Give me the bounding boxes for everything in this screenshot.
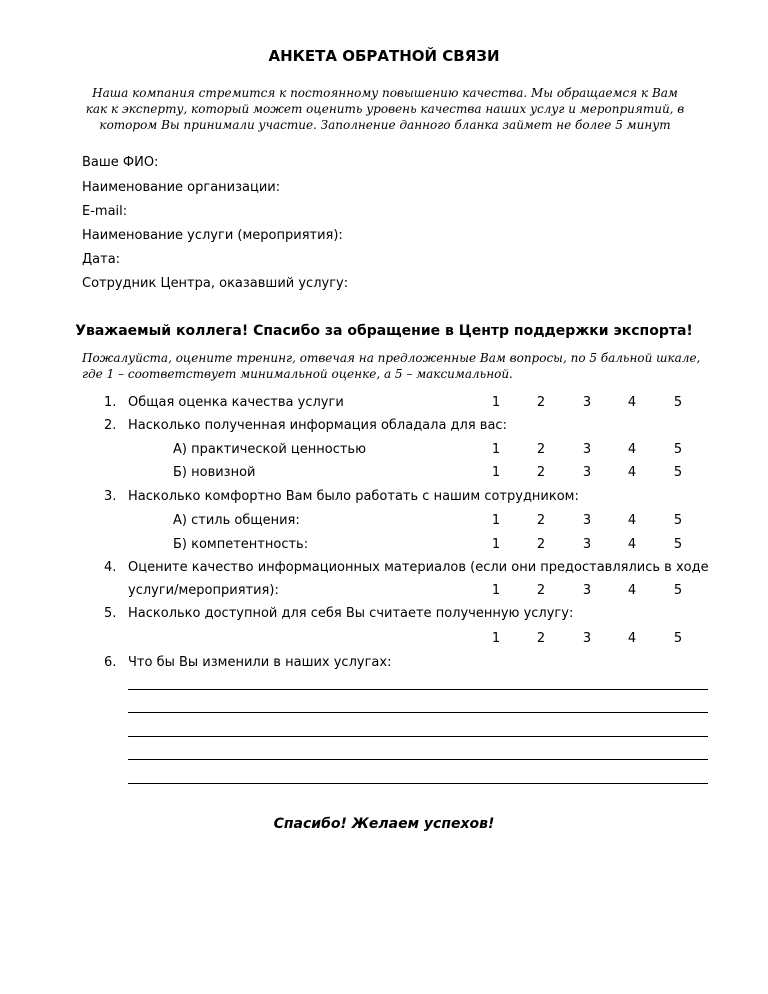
rating-option[interactable]: 2 [536,537,546,552]
rating-option[interactable]: 2 [536,583,546,598]
answer-line[interactable] [128,759,708,760]
rating-option[interactable]: 1 [491,513,501,528]
closing-message: Спасибо! Желаем успехов! [273,816,495,832]
question-number: 4. [104,560,117,575]
rating-option[interactable]: 3 [582,465,592,480]
rating-option[interactable]: 5 [673,513,683,528]
field-service-name[interactable]: Наименование услуги (мероприятия): [82,228,343,243]
rating-option[interactable]: 2 [536,465,546,480]
field-email[interactable]: E-mail: [82,204,128,219]
rating-option[interactable]: 4 [627,465,637,480]
rating-option[interactable]: 2 [536,513,546,528]
rating-option[interactable]: 4 [627,395,637,410]
rating-option[interactable]: 3 [582,583,592,598]
question-number: 5. [104,606,117,621]
rating-option[interactable]: 2 [536,631,546,646]
answer-line[interactable] [128,783,708,784]
question-3-text: Насколько комфортно Вам было работать с нашим сотрудником: [128,489,579,504]
field-center-employee[interactable]: Сотрудник Центра, оказавший услугу: [82,276,349,291]
rating-option[interactable]: 1 [491,583,501,598]
question-6-text: Что бы Вы изменили в наших услугах: [128,655,392,670]
rating-option[interactable]: 4 [627,442,637,457]
rating-option[interactable]: 1 [491,395,501,410]
rating-option[interactable]: 5 [673,583,683,598]
form-title: АНКЕТА ОБРАТНОЙ СВЯЗИ [268,47,500,65]
question-5-text: Насколько доступной для себя Вы считаете полученную услугу: [128,606,574,621]
rating-option[interactable]: 5 [673,465,683,480]
question-3b-text: Б) компетентность: [173,537,309,552]
rating-option[interactable]: 3 [582,442,592,457]
question-number: 3. [104,489,117,504]
rating-option[interactable]: 3 [582,631,592,646]
question-number: 2. [104,418,117,433]
question-number: 1. [104,395,117,410]
rating-option[interactable]: 1 [491,631,501,646]
rating-option[interactable]: 3 [582,513,592,528]
question-2a-text: А) практической ценностью [173,442,367,457]
field-organization[interactable]: Наименование организации: [82,180,281,195]
rating-option[interactable]: 5 [673,395,683,410]
rating-option[interactable]: 4 [627,513,637,528]
question-2-text: Насколько полученная информация обладала для вас: [128,418,507,433]
rating-instruction: Пожалуйста, оцените тренинг, отвечая на предложенные Вам вопросы, по 5 бальной шкале, где 1 – соответствует минимальной оценке, а 5 – максимальной. [82,351,701,381]
question-2b-text: Б) новизной [173,465,256,480]
rating-option[interactable]: 1 [491,537,501,552]
field-date[interactable]: Дата: [82,252,121,267]
rating-option[interactable]: 5 [673,537,683,552]
rating-option[interactable]: 5 [673,631,683,646]
rating-option[interactable]: 2 [536,442,546,457]
rating-option[interactable]: 3 [582,395,592,410]
question-number: 6. [104,655,117,670]
rating-option[interactable]: 3 [582,537,592,552]
field-full-name[interactable]: Ваше ФИО: [82,155,159,170]
answer-line[interactable] [128,689,708,690]
rating-option[interactable]: 2 [536,395,546,410]
rating-option[interactable]: 4 [627,631,637,646]
answer-line[interactable] [128,712,708,713]
question-4-text-continued: услуги/мероприятия): [128,583,279,598]
question-1-text: Общая оценка качества услуги [128,395,344,410]
answer-line[interactable] [128,736,708,737]
rating-option[interactable]: 4 [627,537,637,552]
rating-option[interactable]: 1 [491,465,501,480]
greeting-heading: Уважаемый коллега! Спасибо за обращение в Центр поддержки экспорта! [75,323,693,339]
intro-text: Наша компания стремится к постоянному повышению качества. Мы обращаемся к Вам как к эксперту, который может оценить уровень качества наших услуг и мероприятий, в котором Вы принимали участие. Заполнение данного бланка займет не более 5 минут [85,86,685,132]
rating-option[interactable]: 1 [491,442,501,457]
rating-option[interactable]: 5 [673,442,683,457]
question-4-text: Оцените качество информационных материалов (если они предоставлялись в ходе [128,560,709,575]
question-3a-text: А) стиль общения: [173,513,300,528]
rating-option[interactable]: 4 [627,583,637,598]
